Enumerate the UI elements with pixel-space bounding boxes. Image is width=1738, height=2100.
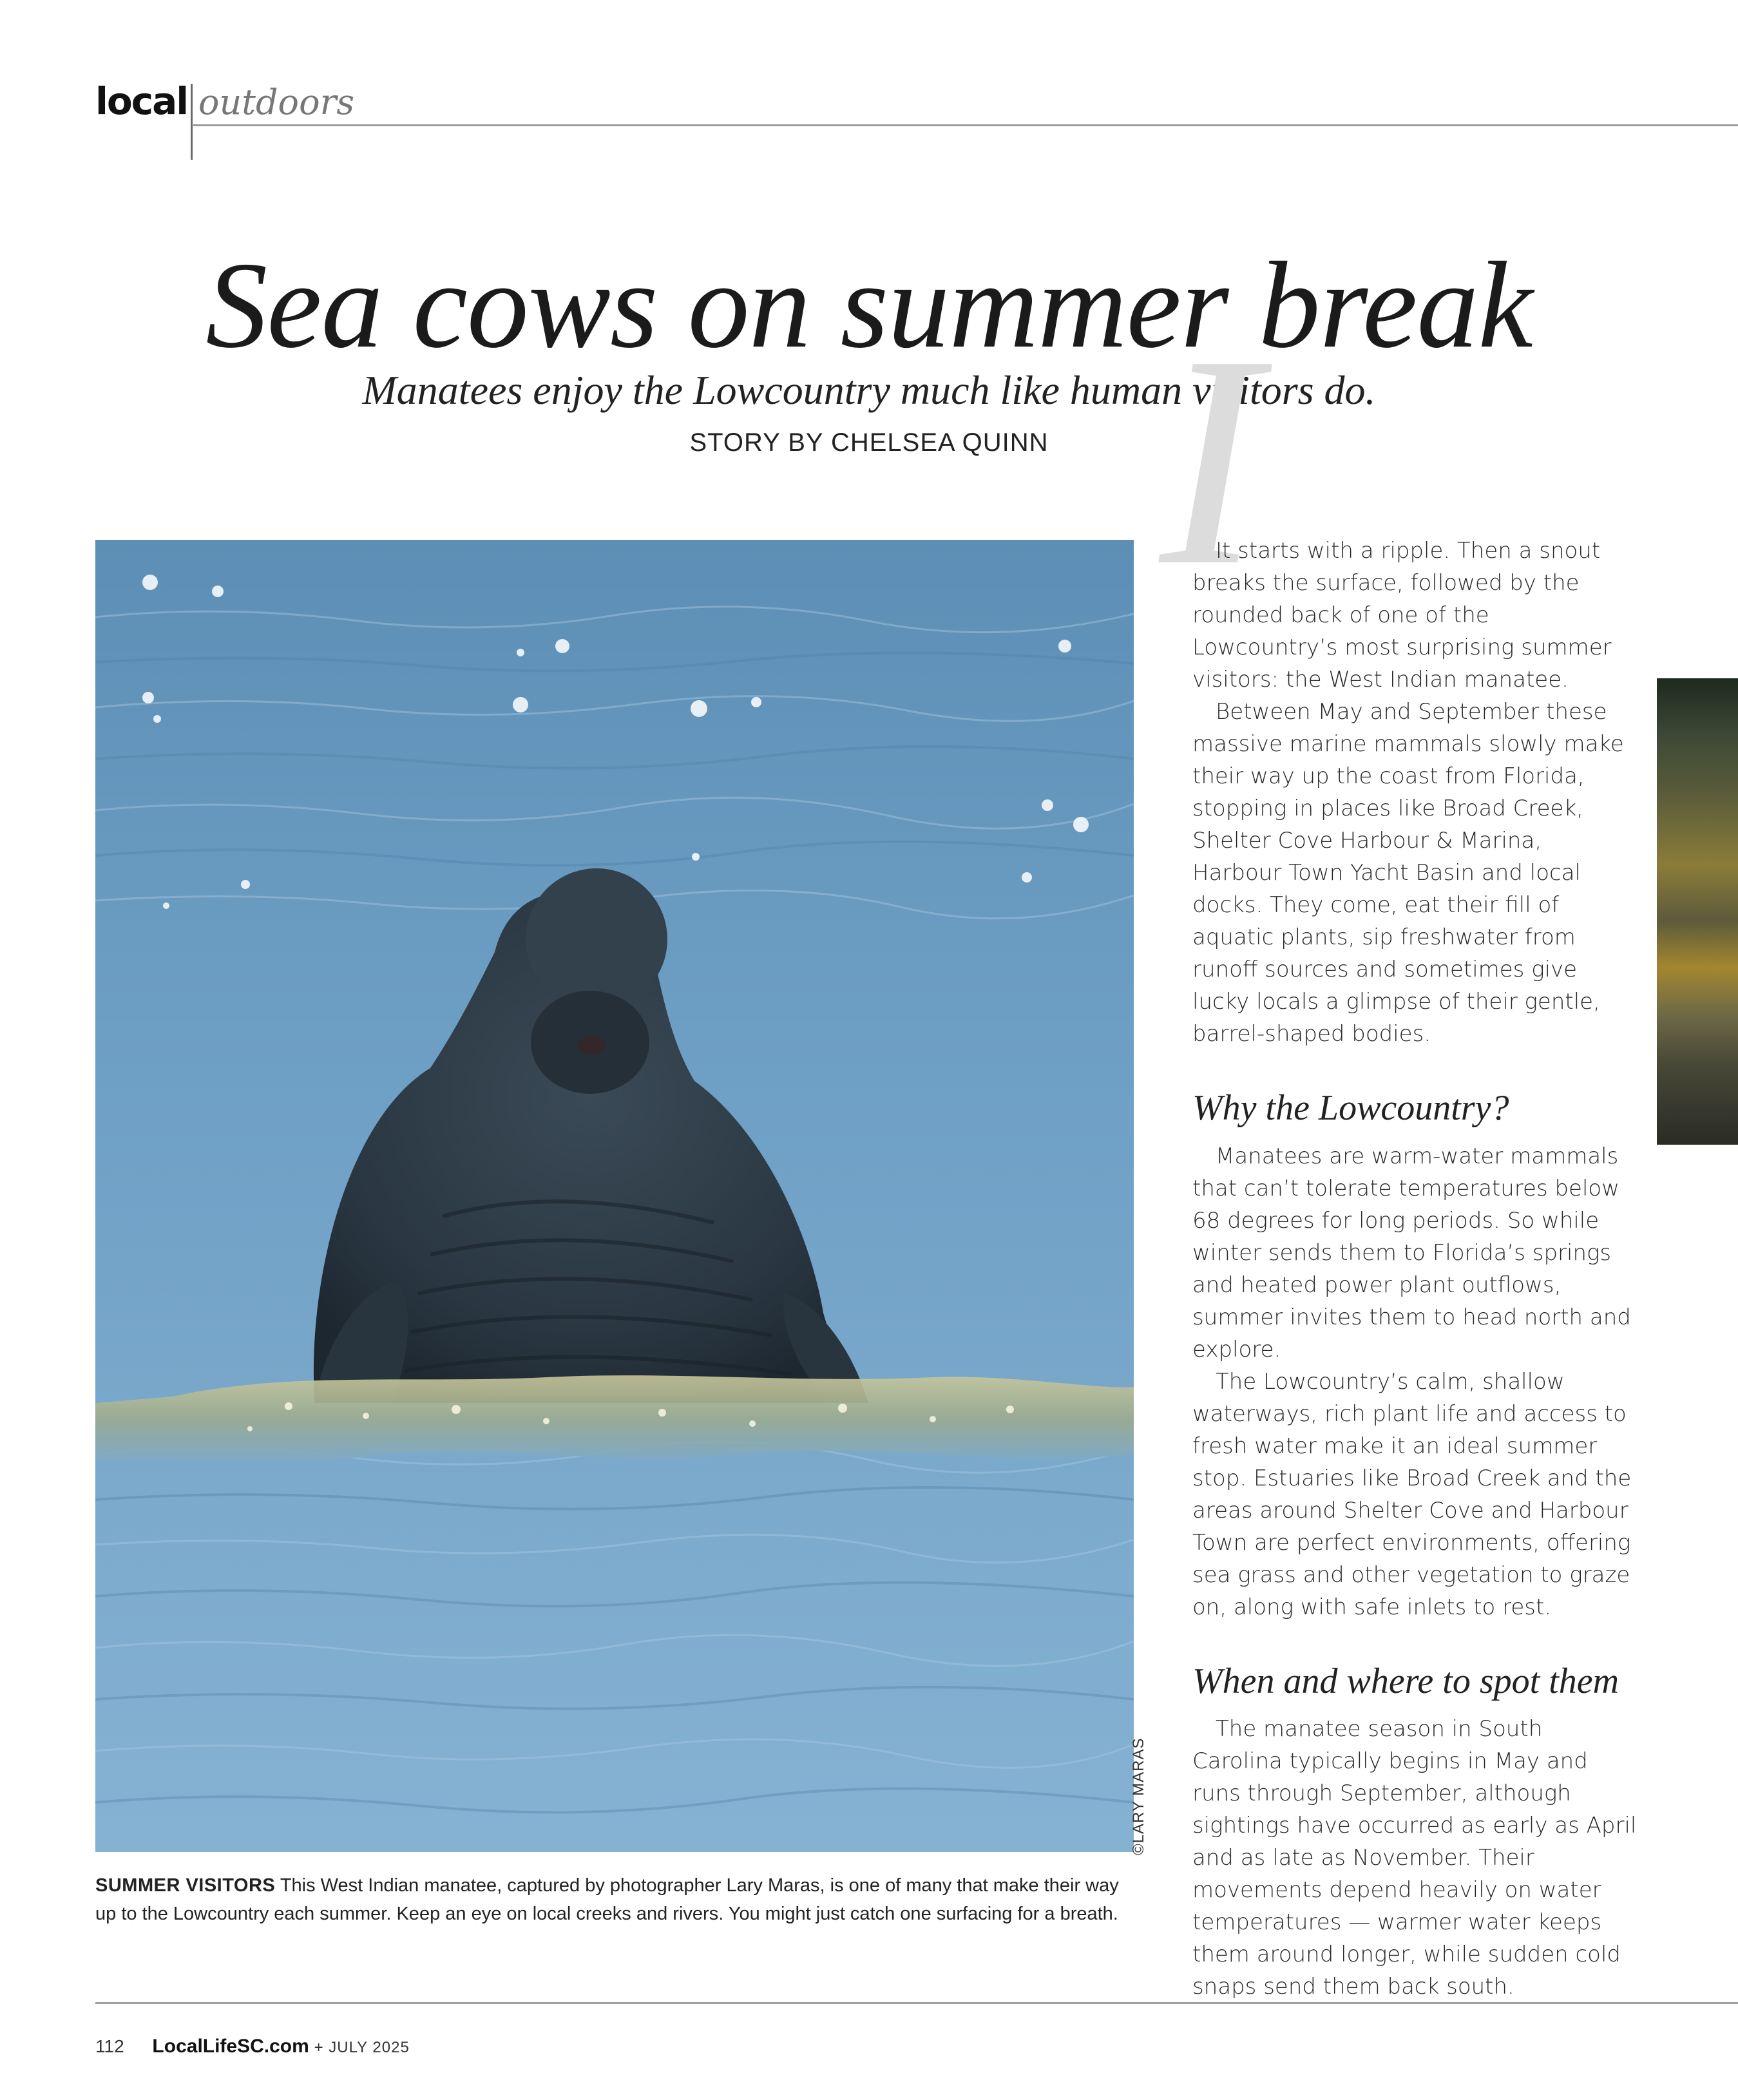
header-divider (191, 84, 193, 160)
section-heading: Why the Lowcountry? (1192, 1088, 1509, 1128)
header-rule (192, 124, 1738, 126)
article-dek: Manatees enjoy the Lowcountry much like human visitors do. (362, 367, 1376, 413)
article-body (1192, 535, 1637, 2003)
adjacent-page-photo (1657, 678, 1738, 1145)
subsection-label: outdoors (198, 82, 355, 122)
issue-date: + JULY 2025 (314, 2039, 410, 2056)
manatee-photo (95, 540, 1134, 1852)
page-footer (95, 2036, 410, 2057)
body-paragraph: It starts with a ripple. Then a snout breaks the surface, followed by the rounded back of one of the Lowcountry’s most surprising summer visitors: the West Indian manatee. (1192, 538, 1612, 692)
page-number: 112 (95, 2036, 124, 2056)
byline: STORY BY CHELSEA QUINN (689, 428, 1049, 457)
body-paragraph: Between May and September these massive marine mammals slowly make their way up the coast from Florida, stopping in places like Broad Creek, Shelter Cove Harbour & Marina, Harbour Town Yacht Basin and local docks. They come, eat their fill of aquatic plants, sip freshwater from runoff sources and sometimes give lucky locals a glimpse of their gentle, barrel-shaped bodies. (1192, 699, 1624, 1047)
drop-cap: I (1160, 292, 1261, 628)
photo-credit: ©LARY MARAS (1130, 1737, 1147, 1855)
article-title: Sea cows on summer break (205, 236, 1533, 374)
body-paragraph: Manatees are warm-water mammals that can’t tolerate temperatures below 68 degrees for long periods. So while winter sends them to Florida’s springs and heated power plant outflows, summer invites them to head north and explore. (1192, 1143, 1631, 1362)
photo-caption (95, 1871, 1139, 1928)
body-paragraph: The Lowcountry’s calm, shallow waterways, rich plant life and access to fresh water make it an ideal summer stop. Estuaries like Broad Creek and the areas around Shelter Cove and Harbour Town are perfect environments, offering sea grass and other vegetation to graze on, along with safe inlets to rest. (1192, 1368, 1632, 1620)
section-label: local (95, 79, 188, 123)
section-heading: When and where to spot them (1192, 1661, 1619, 1701)
caption-label: SUMMER VISITORS (95, 1875, 276, 1896)
body-paragraph: The manatee season in South Carolina typically begins in May and runs through September, although sightings have occurred as early as April and as late as November. Their movements depend heavily on water temperatures — warmer water keeps them around longer, while sudden cold snaps send them back south. (1192, 1716, 1637, 2000)
site-link[interactable]: LocalLifeSC.com (152, 2036, 309, 2057)
caption-text: This West Indian manatee, captured by photographer Lary Maras, is one of many that make their way up to the Lowcountry each summer. Keep an eye on local creeks and rivers. You might just catch one surfacing for a breath. (95, 1875, 1119, 1924)
